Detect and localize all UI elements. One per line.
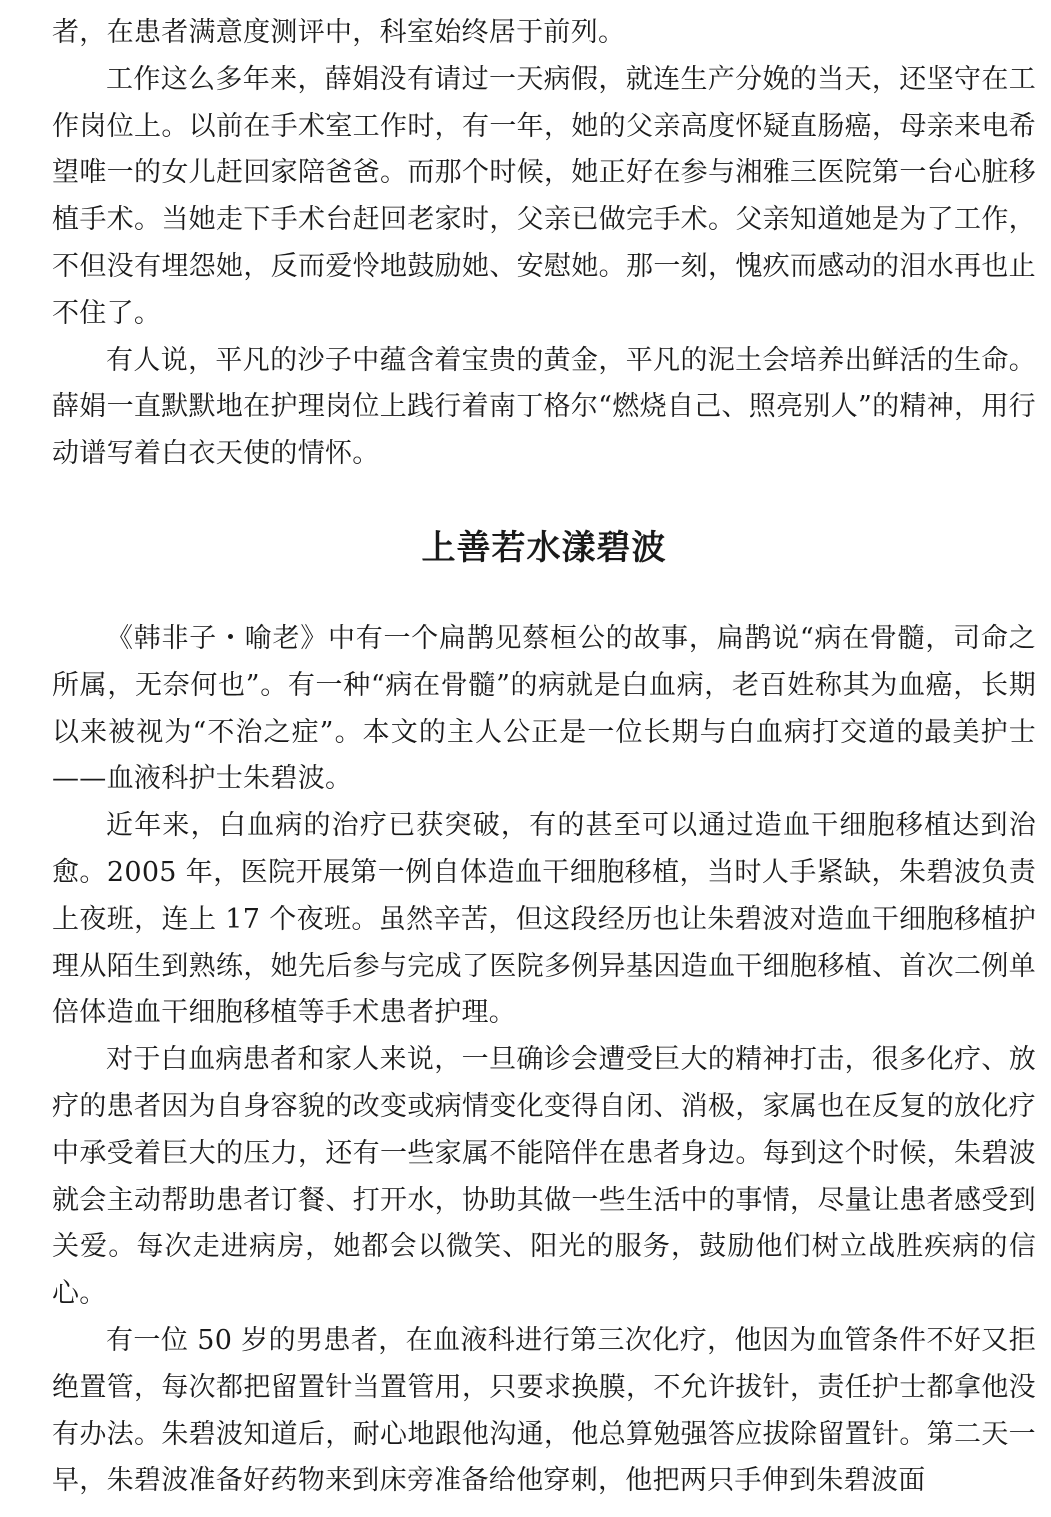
paragraph-continued: 者，在患者满意度测评中，科室始终居于前列。 xyxy=(52,17,626,48)
paragraph: 有人说，平凡的沙子中蕴含着宝贵的黄金，平凡的泥土会培养出鲜活的生命。薛娟一直默默地在护理岗位上践行着南丁格尔“燃烧自己、照亮别人”的精神，用行动谱写着白衣天使的情怀。 xyxy=(52,344,1036,470)
paragraph: 对于白血病患者和家人来说，一旦确诊会遭受巨大的精神打击，很多化疗、放疗的患者因为自身容貌的改变或病情变化变得自闭、消极，家属也在反复的放化疗中承受着巨大的压力，还有一些家属不能陪伴在患者身边。每到这个时候，朱碧波就会主动帮助患者订餐、打开水，协助其做一些生活中的事情，尽量让患者感受到关爱。每次走进病房，她都会以微笑、阳光的服务，鼓励他们树立战胜疾病的信心。 xyxy=(52,1044,1036,1310)
paragraph: 工作这么多年来，薛娟没有请过一天病假，就连生产分娩的当天，还坚守在工作岗位上。以前在手术室工作时，有一年，她的父亲高度怀疑直肠癌，母亲来电希望唯一的女儿赶回家陪爸爸。而那个时候，她正好在参与湘雅三医院第一台心脏移植手术。当她走下手术台赶回老家时，父亲已做完手术。父亲知道她是为了工作，不但没有埋怨她，反而爱怜地鼓励她、安慰她。那一刻，愧疚而感动的泪水再也止不住了。 xyxy=(52,63,1036,329)
document-page xyxy=(52,10,1036,1505)
section-title: 上善若水漾碧波 xyxy=(421,527,667,568)
paragraph: 《韩非子・喻老》中有一个扁鹊见蔡桓公的故事，扁鹊说“病在骨髓，司命之所属，无奈何也”。有一种“病在骨髓”的病就是白血病，老百姓称其为血癌，长期以来被视为“不治之症”。本文的主人公正是一位长期与白血病打交道的最美护士——血液科护士朱碧波。 xyxy=(52,622,1036,795)
paragraph: 有一位 50 岁的男患者，在血液科进行第三次化疗，他因为血管条件不好又拒绝置管，每次都把留置针当置管用，只要求换膜，不允许拔针，责任护士都拿他没有办法。朱碧波知道后，耐心地跟他沟通，他总算勉强答应拔除留置针。第二天一早，朱碧波准备好药物来到床旁准备给他穿刺，他把两只手伸到朱碧波面 xyxy=(52,1324,1036,1497)
paragraph: 近年来，白血病的治疗已获突破，有的甚至可以通过造血干细胞移植达到治愈。2005 年，医院开展第一例自体造血干细胞移植，当时人手紧缺，朱碧波负责上夜班，连上 17 个夜班。虽然辛苦，但这段经历也让朱碧波对造血干细胞移植护理从陌生到熟练，她先后参与完成了医院多例异基因造血干细胞移植、首次二例单倍体造血干细胞移植等手术患者护理。 xyxy=(52,810,1036,1029)
